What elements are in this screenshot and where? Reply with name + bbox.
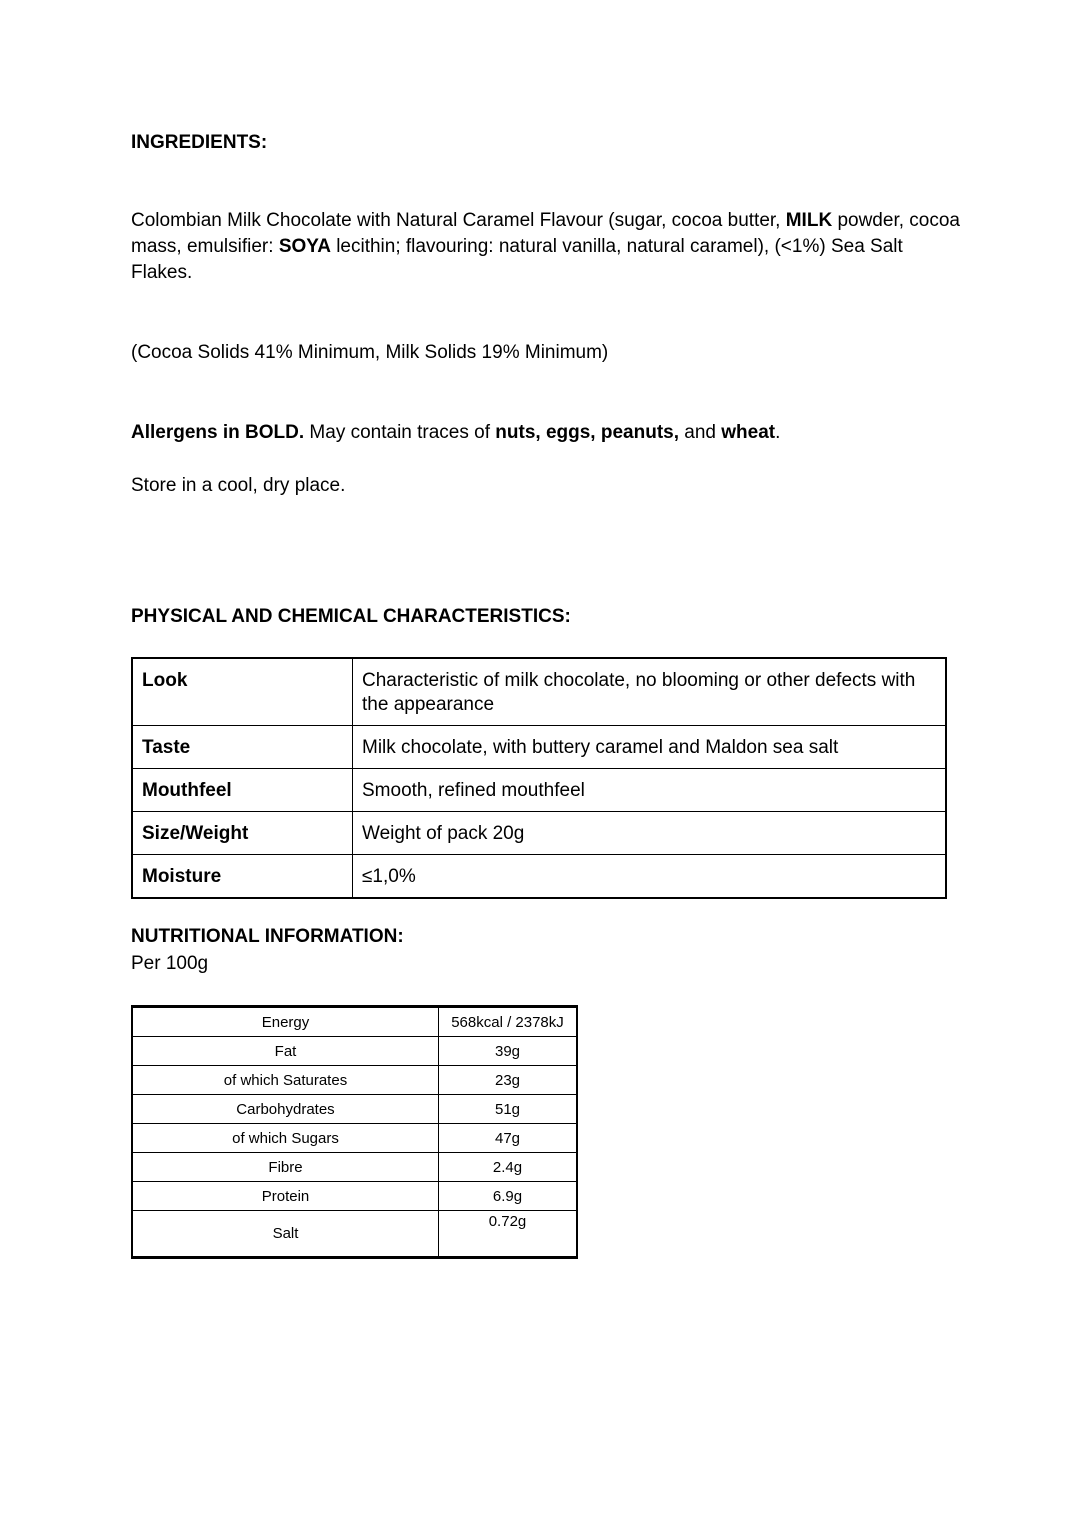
allergen-soya: SOYA [278,236,331,257]
nutrient-name: Protein [132,1182,439,1211]
table-row [132,1211,577,1258]
allergen-traces: nuts, eggs, peanuts, [495,422,679,443]
nutrition-table [131,1005,578,1259]
nutrient-value: 0.72g [439,1211,578,1258]
allergens-text-part: . [775,422,781,443]
table-row [132,726,946,769]
nutrient-name: Carbohydrates [132,1095,439,1124]
characteristic-key: Size/Weight [132,812,353,855]
table-row [132,1153,577,1182]
allergens-text-part: and [679,422,722,443]
nutrient-value: 51g [439,1095,578,1124]
characteristic-value: Milk chocolate, with buttery caramel and Maldon sea salt [353,726,947,769]
table-row [132,812,946,855]
characteristic-key: Mouthfeel [132,769,353,812]
characteristic-key: Look [132,658,353,726]
table-row [132,1037,577,1066]
nutrient-value: 23g [439,1066,578,1095]
allergens-text-part: May contain traces of [304,422,496,443]
nutrient-name: Fat [132,1037,439,1066]
allergen-wheat: wheat [721,422,776,443]
characteristic-key: Moisture [132,855,353,899]
table-row [132,1124,577,1153]
ingredients-text-part: powder, cocoa mass, emulsifier: [131,210,960,257]
nutrient-name: of which Saturates [132,1066,439,1095]
storage-note: Store in a cool, dry place. [131,475,346,496]
ingredients-text-part: lecithin; flavouring: natural vanilla, natural caramel), (<1%) Sea Salt Flakes. [131,236,903,283]
nutrient-name: Energy [132,1007,439,1037]
characteristic-value: ≤1,0% [353,855,947,899]
table-row [132,1095,577,1124]
physical-heading: PHYSICAL AND CHEMICAL CHARACTERISTICS: [131,606,571,627]
nutrient-value: 6.9g [439,1182,578,1211]
allergens-label: Allergens in BOLD. [131,422,305,443]
nutrition-heading: NUTRITIONAL INFORMATION: [131,926,404,947]
ingredients-heading: INGREDIENTS: [131,132,268,153]
nutrition-per: Per 100g [131,953,209,974]
ingredients-text [131,208,961,286]
characteristic-value: Weight of pack 20g [353,812,947,855]
table-row [132,1007,577,1037]
table-row [132,658,946,726]
nutrient-value: 568kcal / 2378kJ [439,1007,578,1037]
characteristic-value: Characteristic of milk chocolate, no blooming or other defects with the appearance [353,658,947,726]
ingredients-text-part: Colombian Milk Chocolate with Natural Caramel Flavour (sugar, cocoa butter, [131,210,786,231]
table-row [132,769,946,812]
physical-characteristics-table [131,657,947,899]
table-row [132,1182,577,1211]
cocoa-solids-note: (Cocoa Solids 41% Minimum, Milk Solids 19% Minimum) [131,342,609,363]
nutrient-name: Salt [132,1211,439,1258]
allergen-milk: MILK [785,210,833,231]
nutrient-name: Fibre [132,1153,439,1182]
nutrient-value: 2.4g [439,1153,578,1182]
nutrient-name: of which Sugars [132,1124,439,1153]
characteristic-key: Taste [132,726,353,769]
nutrient-value: 47g [439,1124,578,1153]
allergens-note [131,420,780,446]
table-row [132,1066,577,1095]
characteristic-value: Smooth, refined mouthfeel [353,769,947,812]
nutrient-value: 39g [439,1037,578,1066]
table-row [132,855,946,899]
